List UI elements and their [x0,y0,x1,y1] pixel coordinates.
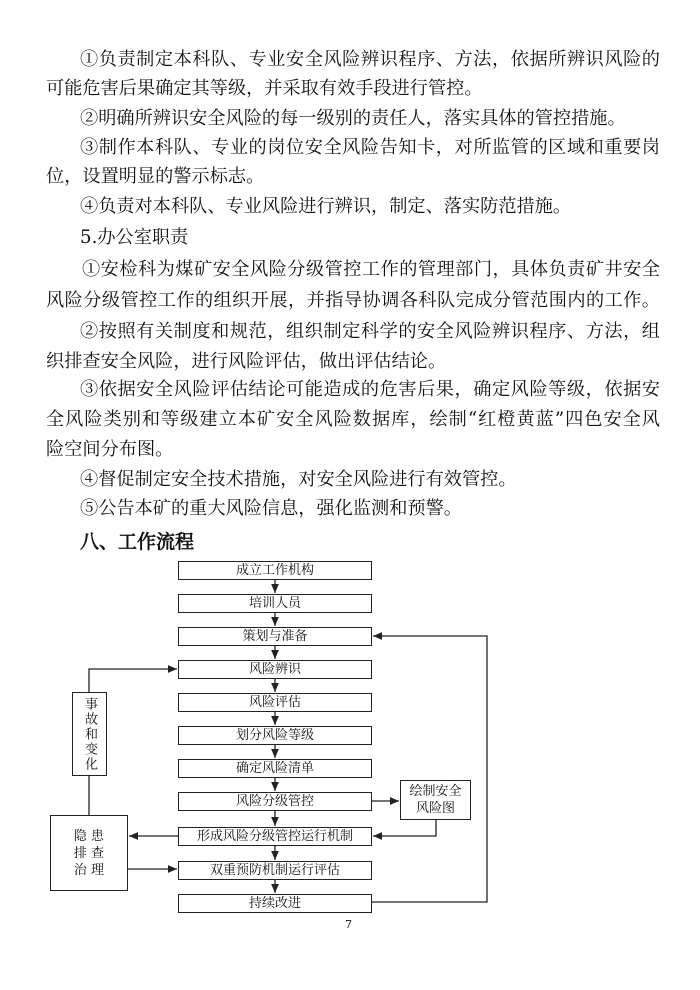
flow-step-identify: 风险辨识 [178,660,372,679]
text-line: 险空间分布图。 [46,439,174,460]
text-line: 风险分级管控工作的组织开展，并指导协调各科队完成分管范围内的工作。 [46,290,660,311]
section-heading: 八、工作流程 [80,531,195,553]
flow-step-improve: 持续改进 [178,894,372,913]
map-line: 风险图 [415,801,455,816]
hazard-line: 排 查 [73,845,105,861]
text-line: ⑤公告本矿的重大风险信息，强化监测和预警。 [80,498,462,519]
flow-side-hazard [50,815,128,891]
text-line: ①负责制定本科队、专业安全风险辨识程序、方法，依据所辨识风险的 [80,49,660,70]
flow-step-grade: 划分风险等级 [178,726,372,745]
hazard-line: 治 理 [73,862,105,878]
text-line: ③依据安全风险评估结论可能造成的危害后果，确定风险等级，依据安 [80,379,660,400]
text-line: ③制作本科队、专业的岗位安全风险告知卡，对所监管的区域和重要岗 [80,137,660,158]
map-line: 绘制安全 [409,784,462,799]
text-line: 可能危害后果确定其等级，并采取有效手段进行管控。 [46,78,483,99]
flow-step-list: 确定风险清单 [178,759,372,778]
flow-step-establish: 成立工作机构 [178,561,372,580]
text-line: ①安检科为煤矿安全风险分级管控工作的管理部门，具体负责矿井安全 [82,259,660,280]
flow-side-map [400,780,471,820]
text-line: 织排查安全风险，进行风险评估，做出评估结论。 [46,351,447,372]
flow-step-assess: 风险评估 [178,693,372,712]
flow-side-accident: 事故和变化 [72,692,107,776]
text-line: ④督促制定安全技术措施，对安全风险进行有效管控。 [80,469,517,490]
text-line: 位，设置明显的警示标志。 [46,166,265,187]
text-line: 全风险类别和等级建立本矿安全风险数据库，绘制“红橙黄蓝”四色安全风 [46,409,660,430]
text-line: ②明确所辨识安全风险的每一级别的责任人，落实具体的管控措施。 [80,108,626,129]
flow-step-train: 培训人员 [178,594,372,613]
text-line: 5.办公室职责 [80,227,189,248]
flow-step-control: 风险分级管控 [178,792,372,811]
page-number: 7 [345,918,352,931]
flow-step-evaluate: 双重预防机制运行评估 [178,861,372,880]
text-line: ②按照有关制度和规范，组织制定科学的安全风险辨识程序、方法，组 [80,321,660,342]
flow-step-plan: 策划与准备 [178,627,372,646]
hazard-line: 隐 患 [73,828,105,844]
text-line: ④负责对本科队、专业风险进行辨识，制定、落实防范措施。 [80,196,572,217]
flow-step-mechanism: 形成风险分级管控运行机制 [178,827,372,846]
